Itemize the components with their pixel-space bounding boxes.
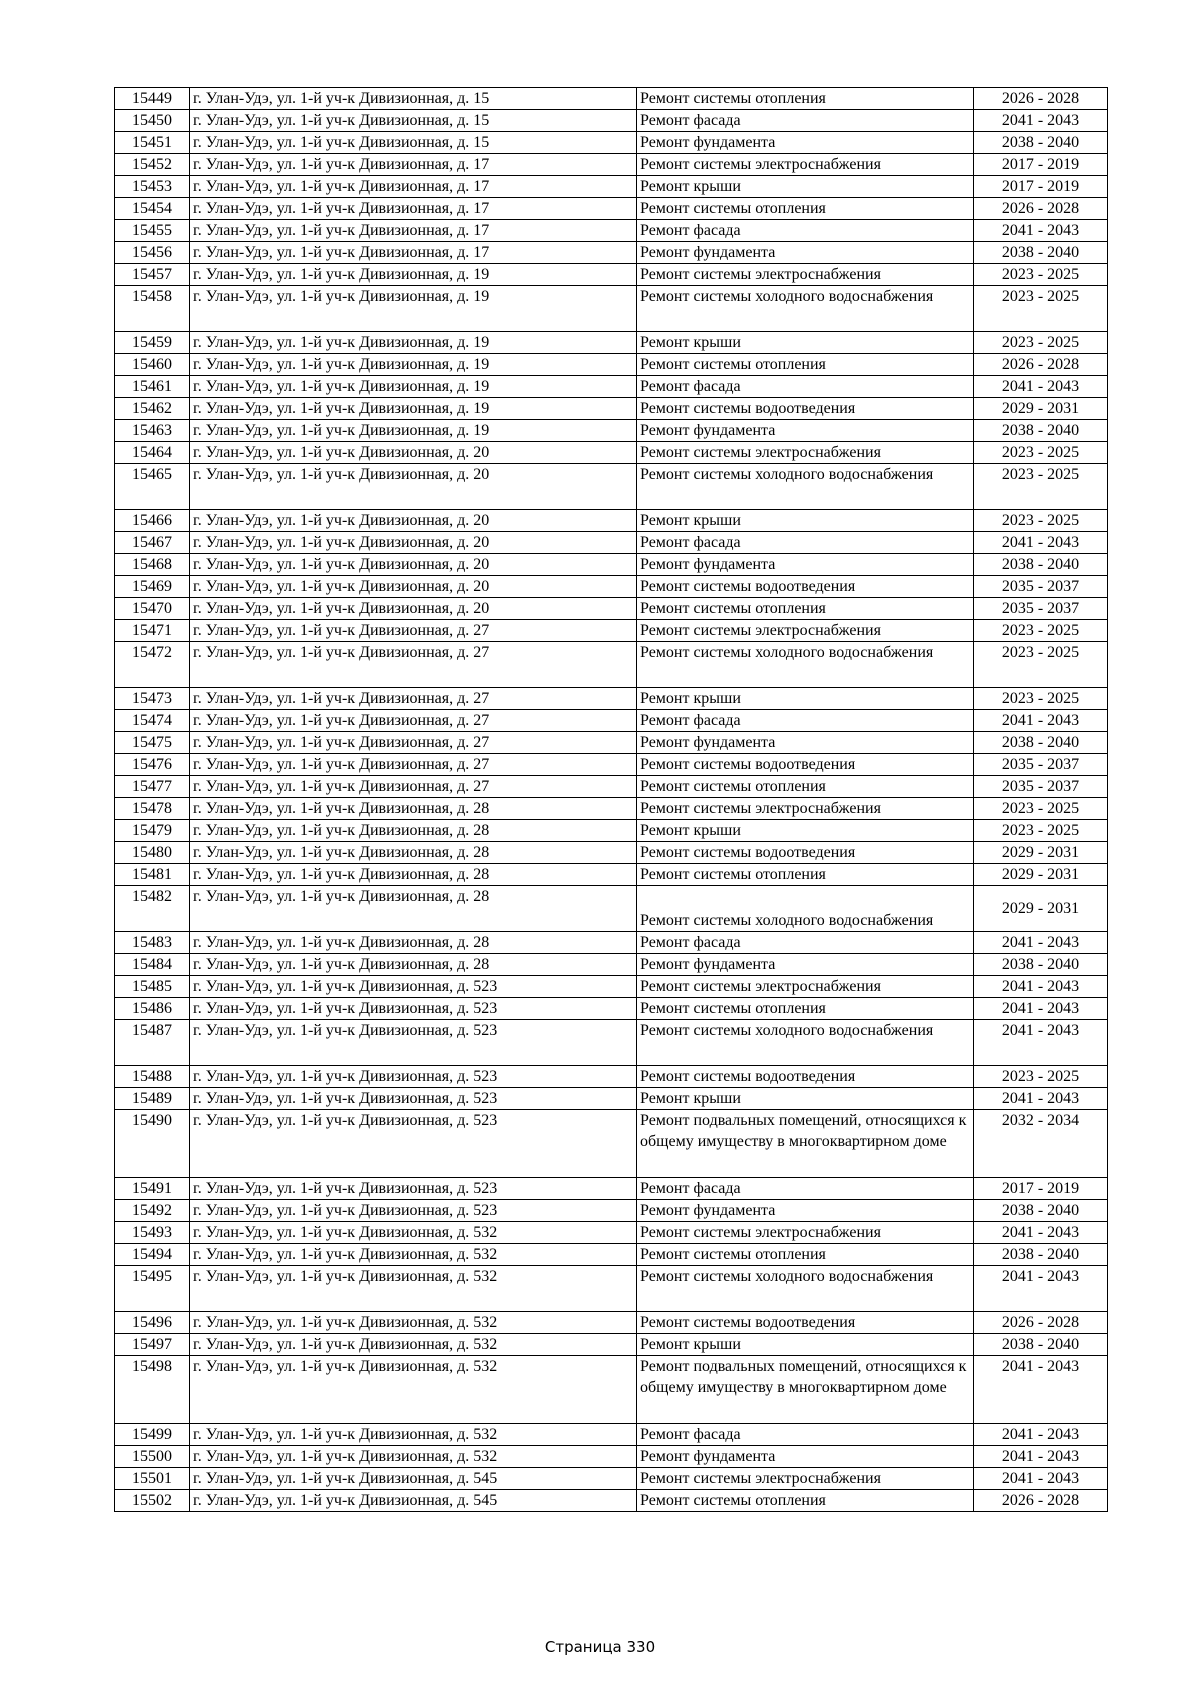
row-number-cell: 15453 (115, 176, 190, 198)
period-cell: 2023 - 2025 (974, 442, 1108, 464)
address-cell: г. Улан-Удэ, ул. 1-й уч-к Дивизионная, д. 532 (190, 1222, 637, 1244)
period-cell: 2038 - 2040 (974, 242, 1108, 264)
table-row (115, 532, 1108, 554)
row-number-cell: 15472 (115, 642, 190, 688)
period-cell: 2017 - 2019 (974, 1178, 1108, 1200)
period-cell: 2026 - 2028 (974, 354, 1108, 376)
work-type-cell: Ремонт системы отопления (637, 354, 974, 376)
work-type-cell: Ремонт системы электроснабжения (637, 1222, 974, 1244)
table-row (115, 1244, 1108, 1266)
address-cell: г. Улан-Удэ, ул. 1-й уч-к Дивизионная, д. 28 (190, 864, 637, 886)
row-number-cell: 15461 (115, 376, 190, 398)
table-row (115, 88, 1108, 110)
period-cell: 2038 - 2040 (974, 732, 1108, 754)
work-type-cell: Ремонт системы отопления (637, 998, 974, 1020)
row-number-cell: 15449 (115, 88, 190, 110)
period-cell: 2041 - 2043 (974, 220, 1108, 242)
work-type-cell: Ремонт системы отопления (637, 598, 974, 620)
period-cell: 2023 - 2025 (974, 688, 1108, 710)
work-type-cell: Ремонт фундамента (637, 1446, 974, 1468)
row-number-cell: 15478 (115, 798, 190, 820)
table-row (115, 688, 1108, 710)
table-row (115, 732, 1108, 754)
row-number-cell: 15486 (115, 998, 190, 1020)
period-cell: 2029 - 2031 (974, 398, 1108, 420)
work-type-cell: Ремонт системы водоотведения (637, 1312, 974, 1334)
address-cell: г. Улан-Удэ, ул. 1-й уч-к Дивизионная, д. 523 (190, 1200, 637, 1222)
table-row (115, 710, 1108, 732)
work-type-cell: Ремонт крыши (637, 688, 974, 710)
work-type-cell: Ремонт системы отопления (637, 198, 974, 220)
period-cell: 2023 - 2025 (974, 820, 1108, 842)
address-cell: г. Улан-Удэ, ул. 1-й уч-к Дивизионная, д. 523 (190, 998, 637, 1020)
table-row (115, 176, 1108, 198)
work-type-cell: Ремонт подвальных помещений, относящихся к общему имуществу в многоквартирном доме (637, 1356, 974, 1424)
table-row (115, 1356, 1108, 1424)
work-type-cell: Ремонт системы отопления (637, 864, 974, 886)
row-number-cell: 15477 (115, 776, 190, 798)
period-cell: 2041 - 2043 (974, 376, 1108, 398)
table-row (115, 976, 1108, 998)
table-row (115, 1424, 1108, 1446)
address-cell: г. Улан-Удэ, ул. 1-й уч-к Дивизионная, д. 28 (190, 842, 637, 864)
work-type-cell: Ремонт системы отопления (637, 1490, 974, 1512)
address-cell: г. Улан-Удэ, ул. 1-й уч-к Дивизионная, д. 28 (190, 820, 637, 842)
period-cell: 2041 - 2043 (974, 710, 1108, 732)
row-number-cell: 15460 (115, 354, 190, 376)
work-type-cell: Ремонт системы электроснабжения (637, 264, 974, 286)
period-cell: 2041 - 2043 (974, 1088, 1108, 1110)
work-type-cell: Ремонт крыши (637, 510, 974, 532)
work-type-cell: Ремонт фундамента (637, 242, 974, 264)
work-type-cell: Ремонт системы электроснабжения (637, 154, 974, 176)
row-number-cell: 15487 (115, 1020, 190, 1066)
address-cell: г. Улан-Удэ, ул. 1-й уч-к Дивизионная, д. 19 (190, 332, 637, 354)
row-number-cell: 15467 (115, 532, 190, 554)
work-type-cell: Ремонт фундамента (637, 732, 974, 754)
work-type-cell: Ремонт фасада (637, 932, 974, 954)
row-number-cell: 15469 (115, 576, 190, 598)
table-row (115, 1020, 1108, 1066)
table-row (115, 354, 1108, 376)
row-number-cell: 15497 (115, 1334, 190, 1356)
period-cell: 2023 - 2025 (974, 464, 1108, 510)
address-cell: г. Улан-Удэ, ул. 1-й уч-к Дивизионная, д. 532 (190, 1446, 637, 1468)
address-cell: г. Улан-Удэ, ул. 1-й уч-к Дивизионная, д. 28 (190, 932, 637, 954)
address-cell: г. Улан-Удэ, ул. 1-й уч-к Дивизионная, д. 28 (190, 798, 637, 820)
table-row (115, 1490, 1108, 1512)
address-cell: г. Улан-Удэ, ул. 1-й уч-к Дивизионная, д. 532 (190, 1424, 637, 1446)
address-cell: г. Улан-Удэ, ул. 1-й уч-к Дивизионная, д. 28 (190, 886, 637, 932)
table-row (115, 954, 1108, 976)
period-cell: 2026 - 2028 (974, 1490, 1108, 1512)
table-row (115, 820, 1108, 842)
period-cell: 2017 - 2019 (974, 154, 1108, 176)
address-cell: г. Улан-Удэ, ул. 1-й уч-к Дивизионная, д. 19 (190, 354, 637, 376)
period-cell: 2041 - 2043 (974, 110, 1108, 132)
address-cell: г. Улан-Удэ, ул. 1-й уч-к Дивизионная, д. 20 (190, 442, 637, 464)
period-cell: 2026 - 2028 (974, 88, 1108, 110)
row-number-cell: 15457 (115, 264, 190, 286)
period-cell: 2041 - 2043 (974, 976, 1108, 998)
table-row (115, 442, 1108, 464)
work-type-cell: Ремонт системы отопления (637, 88, 974, 110)
table-row (115, 998, 1108, 1020)
table-row (115, 220, 1108, 242)
period-cell: 2023 - 2025 (974, 264, 1108, 286)
row-number-cell: 15459 (115, 332, 190, 354)
row-number-cell: 15493 (115, 1222, 190, 1244)
period-cell: 2035 - 2037 (974, 776, 1108, 798)
address-cell: г. Улан-Удэ, ул. 1-й уч-к Дивизионная, д. 20 (190, 598, 637, 620)
work-type-cell: Ремонт системы холодного водоснабжения (637, 286, 974, 332)
table-row (115, 1066, 1108, 1088)
work-type-cell: Ремонт фасада (637, 376, 974, 398)
repair-schedule-table (114, 87, 1108, 1512)
row-number-cell: 15470 (115, 598, 190, 620)
table-row (115, 420, 1108, 442)
row-number-cell: 15488 (115, 1066, 190, 1088)
table-row (115, 886, 1108, 932)
address-cell: г. Улан-Удэ, ул. 1-й уч-к Дивизионная, д. 19 (190, 376, 637, 398)
table-row (115, 264, 1108, 286)
address-cell: г. Улан-Удэ, ул. 1-й уч-к Дивизионная, д. 523 (190, 1110, 637, 1178)
table-row (115, 1088, 1108, 1110)
row-number-cell: 15496 (115, 1312, 190, 1334)
work-type-cell: Ремонт системы отопления (637, 776, 974, 798)
period-cell: 2035 - 2037 (974, 754, 1108, 776)
period-cell: 2026 - 2028 (974, 198, 1108, 220)
address-cell: г. Улан-Удэ, ул. 1-й уч-к Дивизионная, д. 545 (190, 1468, 637, 1490)
table-row (115, 1110, 1108, 1178)
work-type-cell: Ремонт фасада (637, 1424, 974, 1446)
work-type-cell: Ремонт крыши (637, 176, 974, 198)
table-row (115, 110, 1108, 132)
work-type-cell: Ремонт фасада (637, 110, 974, 132)
period-cell: 2038 - 2040 (974, 1334, 1108, 1356)
row-number-cell: 15501 (115, 1468, 190, 1490)
row-number-cell: 15490 (115, 1110, 190, 1178)
address-cell: г. Улан-Удэ, ул. 1-й уч-к Дивизионная, д. 27 (190, 776, 637, 798)
row-number-cell: 15456 (115, 242, 190, 264)
table-row (115, 1222, 1108, 1244)
period-cell: 2038 - 2040 (974, 132, 1108, 154)
address-cell: г. Улан-Удэ, ул. 1-й уч-к Дивизионная, д. 20 (190, 464, 637, 510)
page-number: Страница 330 (544, 1638, 656, 1656)
address-cell: г. Улан-Удэ, ул. 1-й уч-к Дивизионная, д. 17 (190, 242, 637, 264)
table-row (115, 620, 1108, 642)
row-number-cell: 15466 (115, 510, 190, 532)
work-type-cell: Ремонт системы электроснабжения (637, 976, 974, 998)
row-number-cell: 15468 (115, 554, 190, 576)
work-type-cell: Ремонт фундамента (637, 954, 974, 976)
table-row (115, 1266, 1108, 1312)
address-cell: г. Улан-Удэ, ул. 1-й уч-к Дивизионная, д. 532 (190, 1312, 637, 1334)
address-cell: г. Улан-Удэ, ул. 1-й уч-к Дивизионная, д. 28 (190, 954, 637, 976)
period-cell: 2023 - 2025 (974, 798, 1108, 820)
row-number-cell: 15450 (115, 110, 190, 132)
row-number-cell: 15482 (115, 886, 190, 932)
row-number-cell: 15476 (115, 754, 190, 776)
table-row (115, 1200, 1108, 1222)
address-cell: г. Улан-Удэ, ул. 1-й уч-к Дивизионная, д. 523 (190, 976, 637, 998)
period-cell: 2038 - 2040 (974, 1200, 1108, 1222)
row-number-cell: 15455 (115, 220, 190, 242)
address-cell: г. Улан-Удэ, ул. 1-й уч-к Дивизионная, д. 20 (190, 576, 637, 598)
table-row (115, 554, 1108, 576)
table-row (115, 1178, 1108, 1200)
work-type-cell: Ремонт подвальных помещений, относящихся к общему имуществу в многоквартирном доме (637, 1110, 974, 1178)
row-number-cell: 15475 (115, 732, 190, 754)
work-type-cell: Ремонт системы электроснабжения (637, 798, 974, 820)
address-cell: г. Улан-Удэ, ул. 1-й уч-к Дивизионная, д. 545 (190, 1490, 637, 1512)
table-row (115, 864, 1108, 886)
address-cell: г. Улан-Удэ, ул. 1-й уч-к Дивизионная, д. 20 (190, 510, 637, 532)
row-number-cell: 15480 (115, 842, 190, 864)
table-row (115, 332, 1108, 354)
work-type-cell: Ремонт системы электроснабжения (637, 442, 974, 464)
work-type-cell: Ремонт фундамента (637, 132, 974, 154)
row-number-cell: 15498 (115, 1356, 190, 1424)
row-number-cell: 15484 (115, 954, 190, 976)
address-cell: г. Улан-Удэ, ул. 1-й уч-к Дивизионная, д. 27 (190, 620, 637, 642)
period-cell: 2017 - 2019 (974, 176, 1108, 198)
period-cell: 2041 - 2043 (974, 998, 1108, 1020)
table-row (115, 464, 1108, 510)
period-cell: 2038 - 2040 (974, 554, 1108, 576)
address-cell: г. Улан-Удэ, ул. 1-й уч-к Дивизионная, д. 27 (190, 642, 637, 688)
address-cell: г. Улан-Удэ, ул. 1-й уч-к Дивизионная, д. 17 (190, 154, 637, 176)
work-type-cell: Ремонт системы холодного водоснабжения (637, 642, 974, 688)
table-row (115, 376, 1108, 398)
address-cell: г. Улан-Удэ, ул. 1-й уч-к Дивизионная, д. 523 (190, 1178, 637, 1200)
address-cell: г. Улан-Удэ, ул. 1-й уч-к Дивизионная, д. 19 (190, 286, 637, 332)
period-cell: 2041 - 2043 (974, 1222, 1108, 1244)
table-row (115, 932, 1108, 954)
period-cell: 2032 - 2034 (974, 1110, 1108, 1178)
period-cell: 2038 - 2040 (974, 420, 1108, 442)
table-row (115, 398, 1108, 420)
period-cell: 2029 - 2031 (974, 864, 1108, 886)
row-number-cell: 15481 (115, 864, 190, 886)
row-number-cell: 15495 (115, 1266, 190, 1312)
row-number-cell: 15464 (115, 442, 190, 464)
address-cell: г. Улан-Удэ, ул. 1-й уч-к Дивизионная, д. 20 (190, 532, 637, 554)
row-number-cell: 15454 (115, 198, 190, 220)
table-row (115, 198, 1108, 220)
address-cell: г. Улан-Удэ, ул. 1-й уч-к Дивизионная, д. 532 (190, 1334, 637, 1356)
work-type-cell: Ремонт системы холодного водоснабжения (637, 1020, 974, 1066)
work-type-cell: Ремонт фасада (637, 710, 974, 732)
work-type-cell: Ремонт системы холодного водоснабжения (637, 1266, 974, 1312)
address-cell: г. Улан-Удэ, ул. 1-й уч-к Дивизионная, д. 19 (190, 264, 637, 286)
table-row (115, 754, 1108, 776)
address-cell: г. Улан-Удэ, ул. 1-й уч-к Дивизионная, д. 532 (190, 1244, 637, 1266)
table-row (115, 1312, 1108, 1334)
period-cell: 2023 - 2025 (974, 620, 1108, 642)
address-cell: г. Улан-Удэ, ул. 1-й уч-к Дивизионная, д. 19 (190, 398, 637, 420)
table-row (115, 242, 1108, 264)
work-type-cell: Ремонт системы водоотведения (637, 576, 974, 598)
period-cell: 2035 - 2037 (974, 598, 1108, 620)
row-number-cell: 15474 (115, 710, 190, 732)
address-cell: г. Улан-Удэ, ул. 1-й уч-к Дивизионная, д. 27 (190, 732, 637, 754)
address-cell: г. Улан-Удэ, ул. 1-й уч-к Дивизионная, д. 532 (190, 1356, 637, 1424)
address-cell: г. Улан-Удэ, ул. 1-й уч-к Дивизионная, д. 532 (190, 1266, 637, 1312)
period-cell: 2023 - 2025 (974, 642, 1108, 688)
work-type-cell: Ремонт крыши (637, 1088, 974, 1110)
period-cell: 2041 - 2043 (974, 1356, 1108, 1424)
table-row (115, 598, 1108, 620)
row-number-cell: 15479 (115, 820, 190, 842)
address-cell: г. Улан-Удэ, ул. 1-й уч-к Дивизионная, д. 15 (190, 132, 637, 154)
work-type-cell: Ремонт системы электроснабжения (637, 620, 974, 642)
row-number-cell: 15494 (115, 1244, 190, 1266)
table-row (115, 1334, 1108, 1356)
row-number-cell: 15489 (115, 1088, 190, 1110)
row-number-cell: 15473 (115, 688, 190, 710)
row-number-cell: 15458 (115, 286, 190, 332)
row-number-cell: 15452 (115, 154, 190, 176)
work-type-cell: Ремонт фасада (637, 220, 974, 242)
row-number-cell: 15500 (115, 1446, 190, 1468)
period-cell: 2041 - 2043 (974, 1266, 1108, 1312)
period-cell: 2023 - 2025 (974, 1066, 1108, 1088)
address-cell: г. Улан-Удэ, ул. 1-й уч-к Дивизионная, д. 19 (190, 420, 637, 442)
period-cell: 2038 - 2040 (974, 954, 1108, 976)
address-cell: г. Улан-Удэ, ул. 1-й уч-к Дивизионная, д. 15 (190, 88, 637, 110)
address-cell: г. Улан-Удэ, ул. 1-й уч-к Дивизионная, д. 17 (190, 220, 637, 242)
work-type-cell: Ремонт системы холодного водоснабжения (637, 464, 974, 510)
work-type-cell: Ремонт крыши (637, 820, 974, 842)
row-number-cell: 15485 (115, 976, 190, 998)
table-row (115, 1468, 1108, 1490)
address-cell: г. Улан-Удэ, ул. 1-й уч-к Дивизионная, д. 27 (190, 688, 637, 710)
period-cell: 2026 - 2028 (974, 1312, 1108, 1334)
work-type-cell: Ремонт фундамента (637, 420, 974, 442)
address-cell: г. Улан-Удэ, ул. 1-й уч-к Дивизионная, д. 523 (190, 1066, 637, 1088)
address-cell: г. Улан-Удэ, ул. 1-й уч-к Дивизионная, д. 523 (190, 1020, 637, 1066)
period-cell: 2023 - 2025 (974, 510, 1108, 532)
period-cell: 2041 - 2043 (974, 1020, 1108, 1066)
work-type-cell: Ремонт системы водоотведения (637, 398, 974, 420)
work-type-cell: Ремонт системы отопления (637, 1244, 974, 1266)
period-cell: 2023 - 2025 (974, 286, 1108, 332)
row-number-cell: 15499 (115, 1424, 190, 1446)
table-row (115, 798, 1108, 820)
address-cell: г. Улан-Удэ, ул. 1-й уч-к Дивизионная, д. 20 (190, 554, 637, 576)
row-number-cell: 15471 (115, 620, 190, 642)
address-cell: г. Улан-Удэ, ул. 1-й уч-к Дивизионная, д. 15 (190, 110, 637, 132)
period-cell: 2035 - 2037 (974, 576, 1108, 598)
work-type-cell: Ремонт крыши (637, 332, 974, 354)
period-cell: 2041 - 2043 (974, 932, 1108, 954)
table-row (115, 776, 1108, 798)
row-number-cell: 15491 (115, 1178, 190, 1200)
table-row (115, 1446, 1108, 1468)
period-cell: 2038 - 2040 (974, 1244, 1108, 1266)
row-number-cell: 15463 (115, 420, 190, 442)
row-number-cell: 15451 (115, 132, 190, 154)
work-type-cell: Ремонт системы водоотведения (637, 842, 974, 864)
work-type-cell: Ремонт системы водоотведения (637, 754, 974, 776)
address-cell: г. Улан-Удэ, ул. 1-й уч-к Дивизионная, д. 27 (190, 710, 637, 732)
period-cell: 2041 - 2043 (974, 1424, 1108, 1446)
address-cell: г. Улан-Удэ, ул. 1-й уч-к Дивизионная, д. 17 (190, 176, 637, 198)
table-row (115, 642, 1108, 688)
period-cell: 2029 - 2031 (974, 842, 1108, 864)
table-row (115, 132, 1108, 154)
period-cell: 2041 - 2043 (974, 1468, 1108, 1490)
work-type-cell: Ремонт системы водоотведения (637, 1066, 974, 1088)
work-type-cell: Ремонт фундамента (637, 554, 974, 576)
table-body (115, 88, 1108, 1512)
row-number-cell: 15502 (115, 1490, 190, 1512)
table-row (115, 576, 1108, 598)
table-row (115, 154, 1108, 176)
table-row (115, 286, 1108, 332)
address-cell: г. Улан-Удэ, ул. 1-й уч-к Дивизионная, д. 17 (190, 198, 637, 220)
work-type-cell: Ремонт фасада (637, 532, 974, 554)
table-row (115, 842, 1108, 864)
table-row (115, 510, 1108, 532)
work-type-cell: Ремонт системы электроснабжения (637, 1468, 974, 1490)
address-cell: г. Улан-Удэ, ул. 1-й уч-к Дивизионная, д. 523 (190, 1088, 637, 1110)
row-number-cell: 15483 (115, 932, 190, 954)
period-cell: 2023 - 2025 (974, 332, 1108, 354)
period-cell: 2041 - 2043 (974, 532, 1108, 554)
work-type-cell: Ремонт фасада (637, 1178, 974, 1200)
row-number-cell: 15492 (115, 1200, 190, 1222)
period-cell: 2041 - 2043 (974, 1446, 1108, 1468)
work-type-cell: Ремонт системы холодного водоснабжения (637, 886, 974, 932)
row-number-cell: 15465 (115, 464, 190, 510)
row-number-cell: 15462 (115, 398, 190, 420)
work-type-cell: Ремонт крыши (637, 1334, 974, 1356)
address-cell: г. Улан-Удэ, ул. 1-й уч-к Дивизионная, д. 27 (190, 754, 637, 776)
period-cell: 2029 - 2031 (974, 886, 1108, 932)
work-type-cell: Ремонт фундамента (637, 1200, 974, 1222)
